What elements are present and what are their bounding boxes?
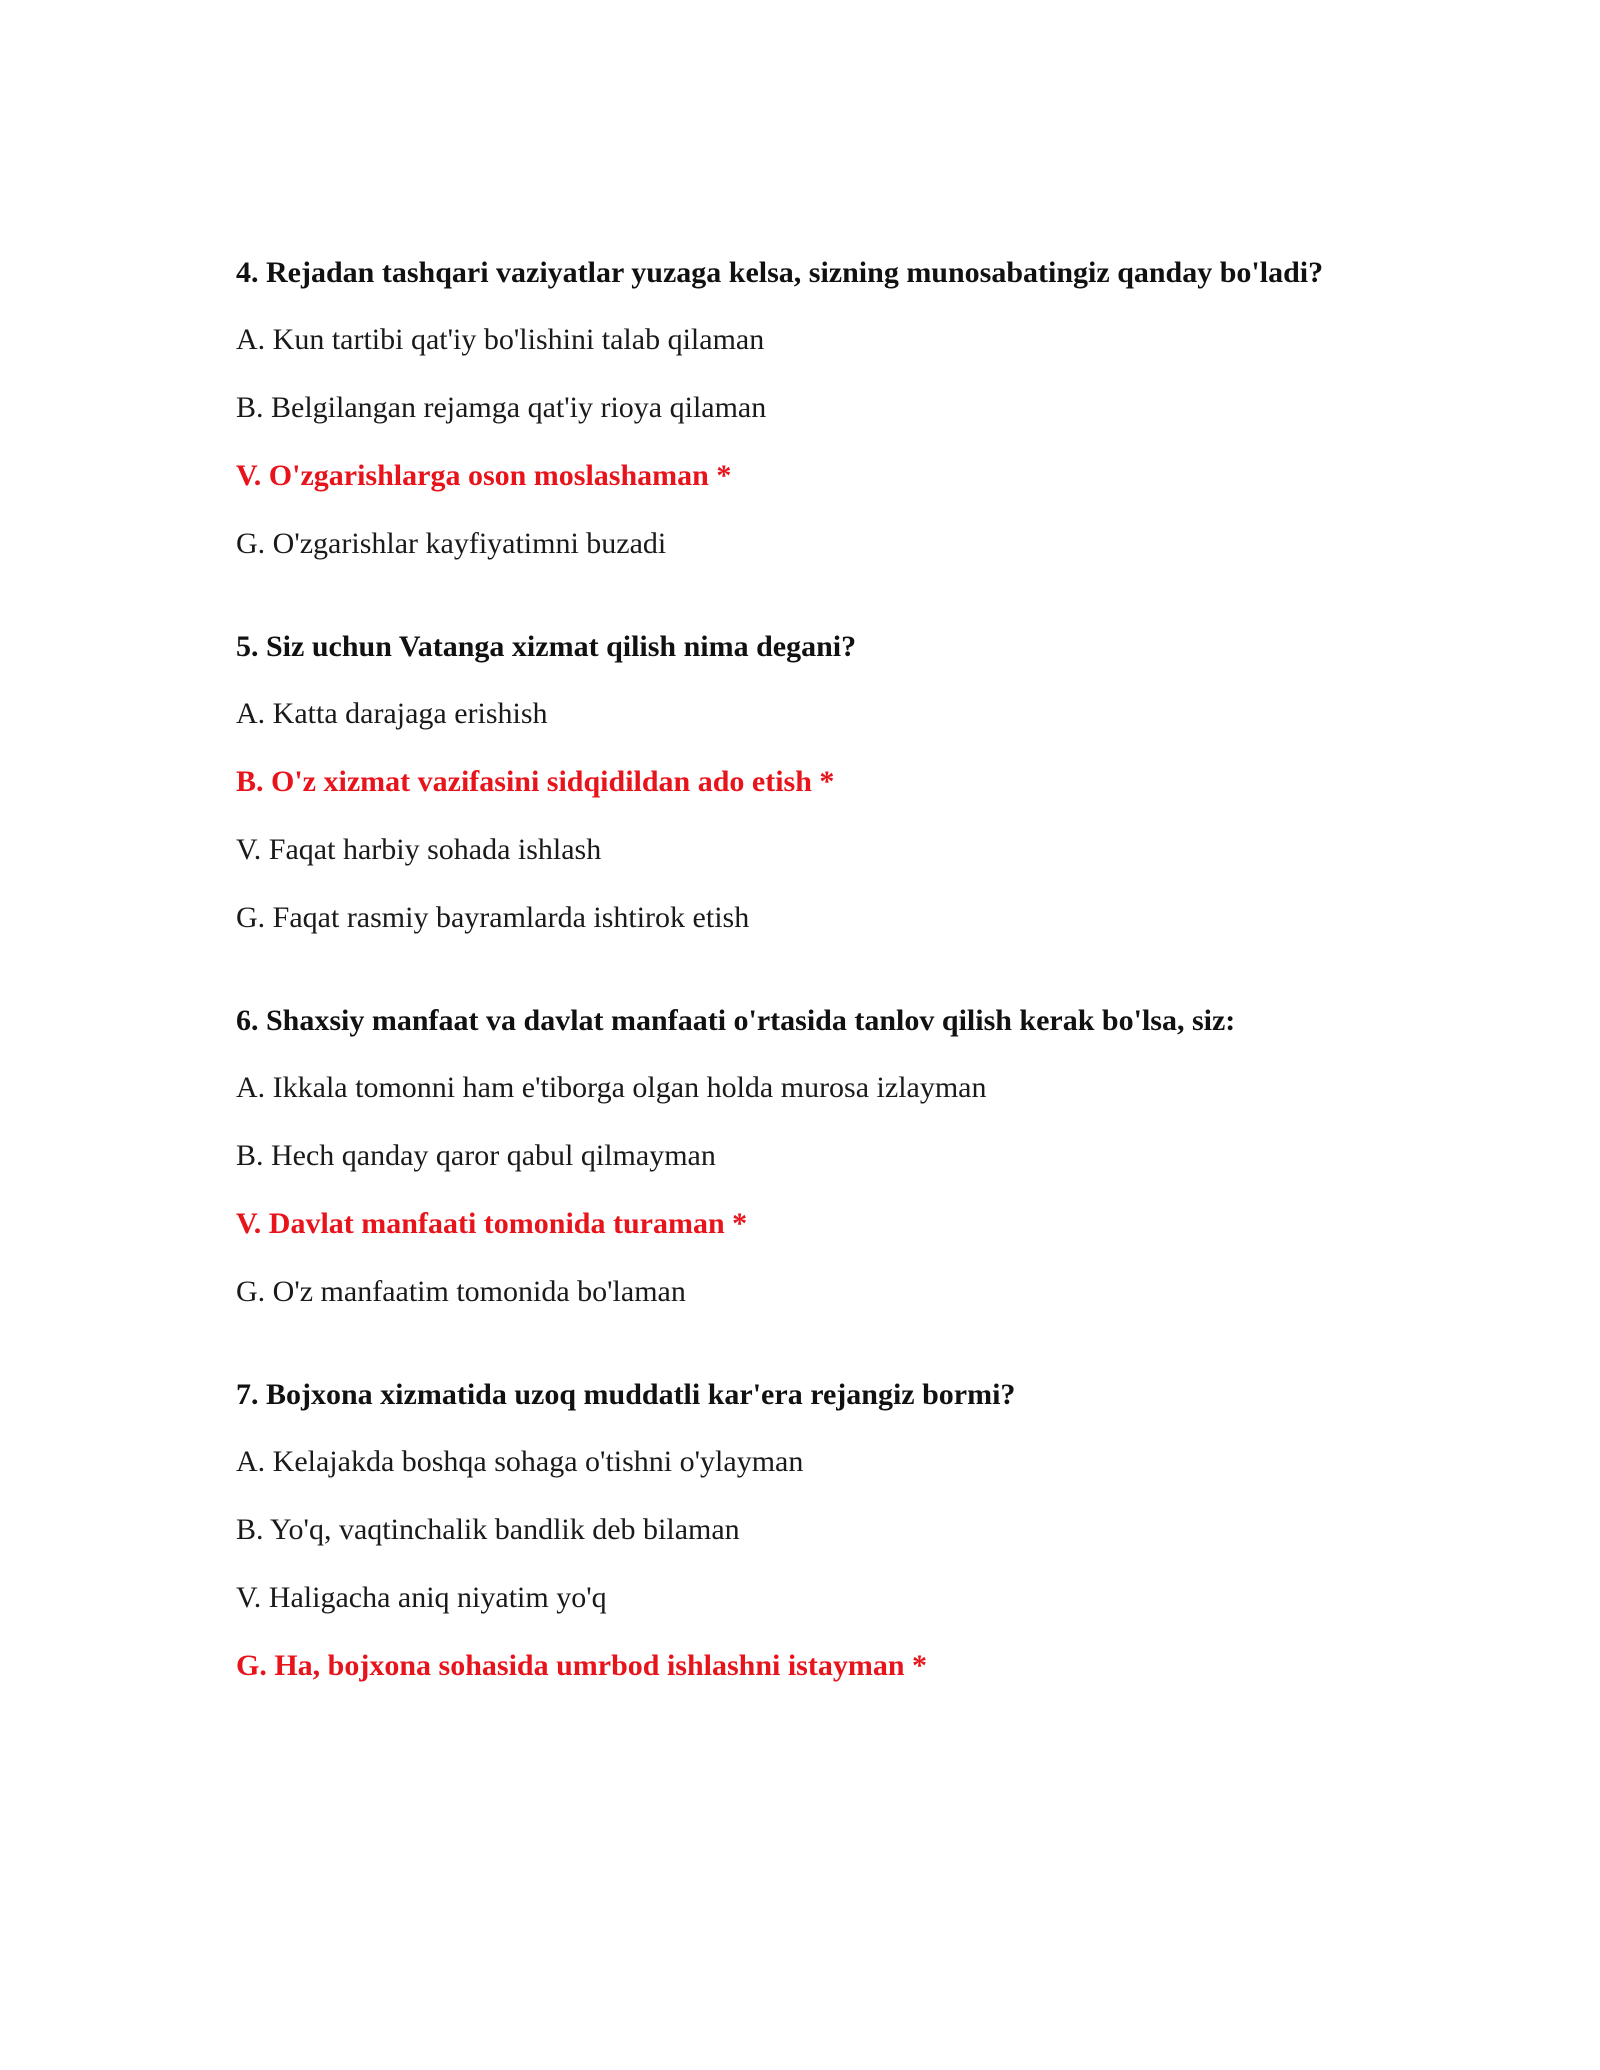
document-page	[236, 252, 1326, 1748]
question-title: 6. Shaxsiy manfaat va davlat manfaati o'rtasida tanlov qilish kerak bo'lsa, siz:	[236, 1004, 1236, 1037]
question-title: 5. Siz uchun Vatanga xizmat qilish nima degani?	[236, 630, 857, 663]
answer-option: B. Hech qanday qaror qabul qilmayman	[236, 1139, 716, 1172]
answer-option: G. O'zgarishlar kayfiyatimni buzadi	[236, 527, 667, 560]
answer-option: G. O'z manfaatim tomonida bo'laman	[236, 1275, 686, 1308]
question-title: 4. Rejadan tashqari vaziyatlar yuzaga kelsa, sizning munosabatingiz qanday bo'ladi?	[236, 256, 1324, 289]
answer-option-correct: V. O'zgarishlarga oson moslashaman *	[236, 459, 732, 492]
question-title: 7. Bojxona xizmatida uzoq muddatli kar'era rejangiz bormi?	[236, 1378, 1016, 1411]
answer-option: A. Kun tartibi qat'iy bo'lishini talab qilaman	[236, 323, 765, 356]
answer-option-correct: V. Davlat manfaati tomonida turaman *	[236, 1207, 748, 1240]
answer-option-correct: B. O'z xizmat vazifasini sidqidildan ado etish *	[236, 765, 835, 798]
answer-option: A. Kelajakda boshqa sohaga o'tishni o'ylayman	[236, 1445, 804, 1478]
answer-option: A. Ikkala tomonni ham e'tiborga olgan holda murosa izlayman	[236, 1071, 987, 1104]
answer-option: B. Yo'q, vaqtinchalik bandlik deb bilaman	[236, 1513, 740, 1546]
question-block-6	[236, 1000, 1326, 1312]
answer-option: V. Faqat harbiy sohada ishlash	[236, 833, 602, 866]
answer-option: B. Belgilangan rejamga qat'iy rioya qilaman	[236, 391, 767, 424]
answer-option-correct: G. Ha, bojxona sohasida umrbod ishlashni istayman *	[236, 1649, 928, 1682]
answer-option: G. Faqat rasmiy bayramlarda ishtirok etish	[236, 901, 750, 934]
question-block-4	[236, 252, 1326, 564]
question-block-5	[236, 626, 1326, 938]
answer-option: V. Haligacha aniq niyatim yo'q	[236, 1581, 607, 1614]
question-block-7	[236, 1374, 1326, 1686]
answer-option: A. Katta darajaga erishish	[236, 697, 548, 730]
